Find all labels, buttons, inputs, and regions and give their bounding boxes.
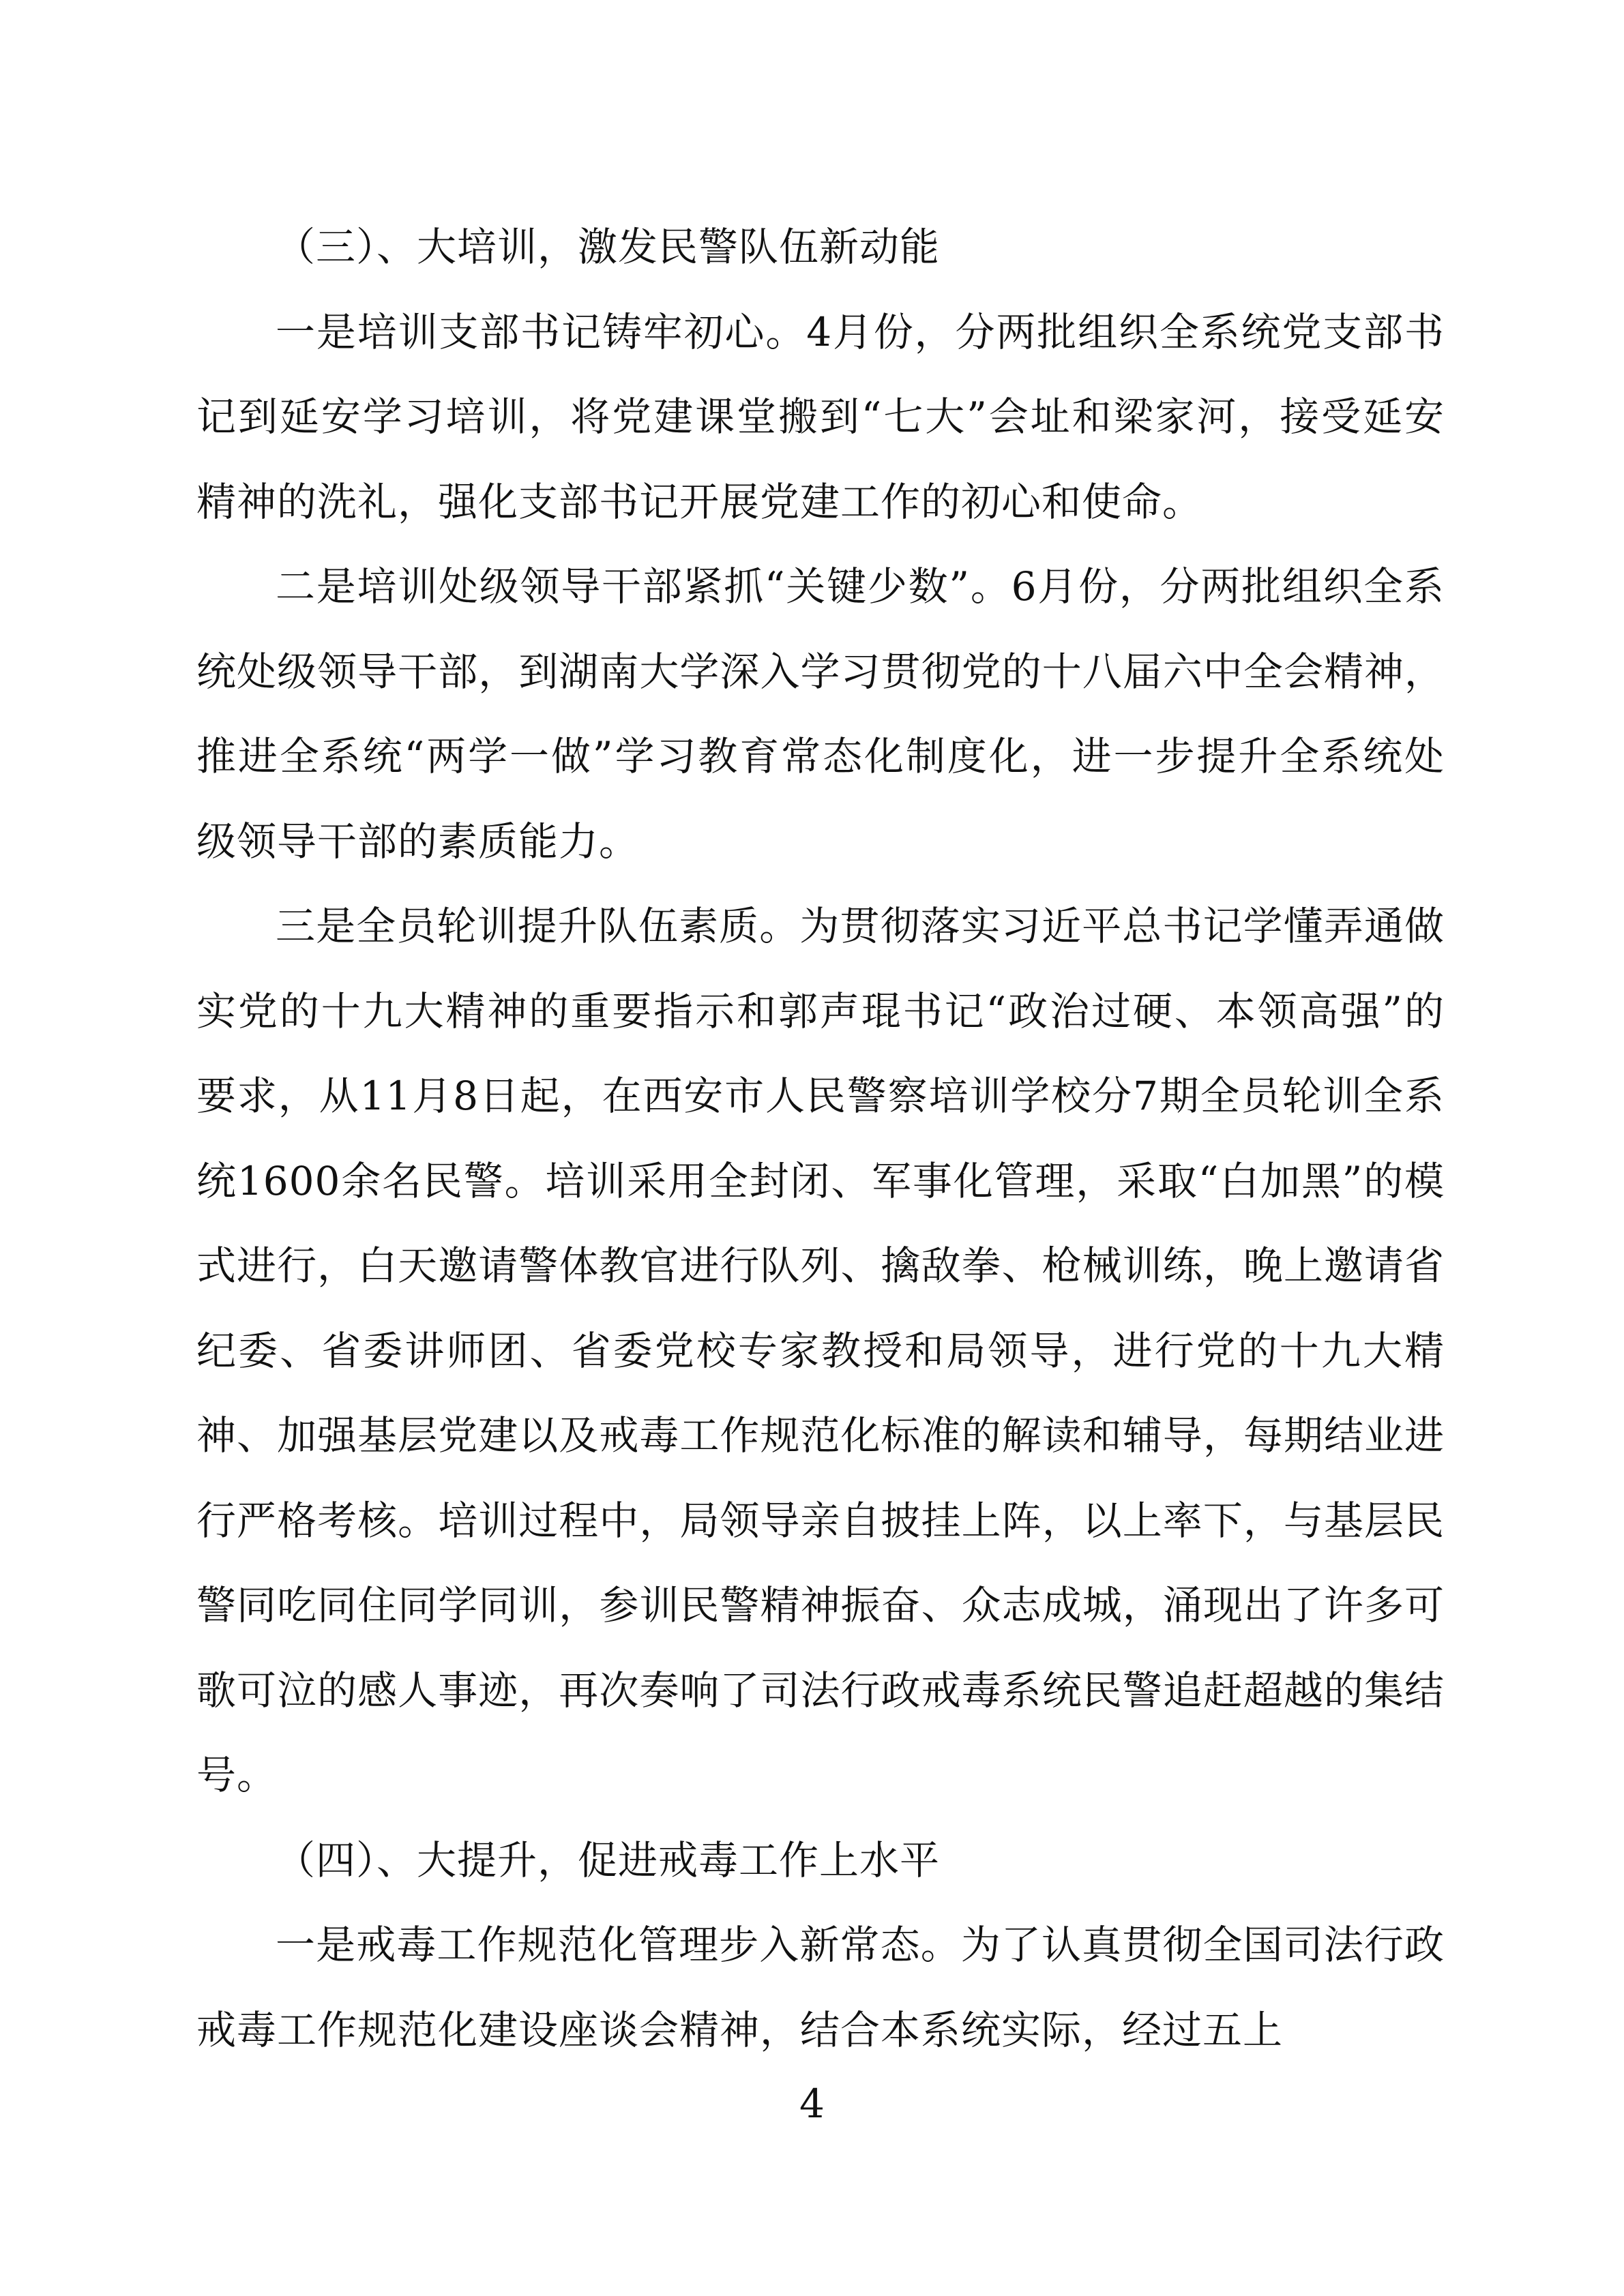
- paragraph-full-staff-rotation-training: 三是全员轮训提升队伍素质。为贯彻落实习近平总书记学懂弄通做实党的十九大精神的重要指示和郭声琨书记“政治过硬、本领高强”的要求，从11月8日起，在西安市人民警察培训学校分7期全员轮训全系统1600余名民警。培训采用全封闭、军事化管理，采取“白加黑”的模式进行，白天邀请警体教官进行队列、擒敌拳、枪械训练，晚上邀请省纪委、省委讲师团、省委党校专家教授和局领导，进行党的十九大精神、加强基层党建以及戒毒工作规范化标准的解读和辅导，每期结业进行严格考核。培训过程中，局领导亲自披挂上阵，以上率下，与基层民警同吃同住同学同训，参训民警精神振奋、众志成城，涌现出了许多可歌可泣的感人事迹，再次奏响了司法行政戒毒系统民警追赶超越的集结号。: [196, 903, 1445, 1798]
- section-heading-4: （四）、大提升，促进戒毒工作上水平: [276, 1836, 941, 1883]
- paragraph-train-division-leaders: 二是培训处级领导干部紧抓“关键少数”。6月份，分两批组织全系统处级领导干部，到湖南大学深入学习贯彻党的十八届六中全会精神，推进全系统“两学一做”学习教育常态化制度化，进一步提升全系统处级领导干部的素质能力。: [196, 563, 1445, 865]
- document-body: [196, 205, 1445, 2072]
- paragraph-standardized-management: 一是戒毒工作规范化管理步入新常态。为了认真贯彻全国司法行政戒毒工作规范化建设座谈会精神，结合本系统实际，经过五上: [196, 1922, 1445, 2053]
- paragraph-train-branch-secretaries: 一是培训支部书记铸牢初心。4月份，分两批组织全系统党支部书记到延安学习培训，将党建课堂搬到“七大”会址和梁家河，接受延安精神的洗礼，强化支部书记开展党建工作的初心和使命。: [196, 308, 1445, 525]
- section-heading-3: （三）、大培训，激发民警队伍新动能: [276, 224, 941, 270]
- page-number: 4: [799, 2081, 825, 2127]
